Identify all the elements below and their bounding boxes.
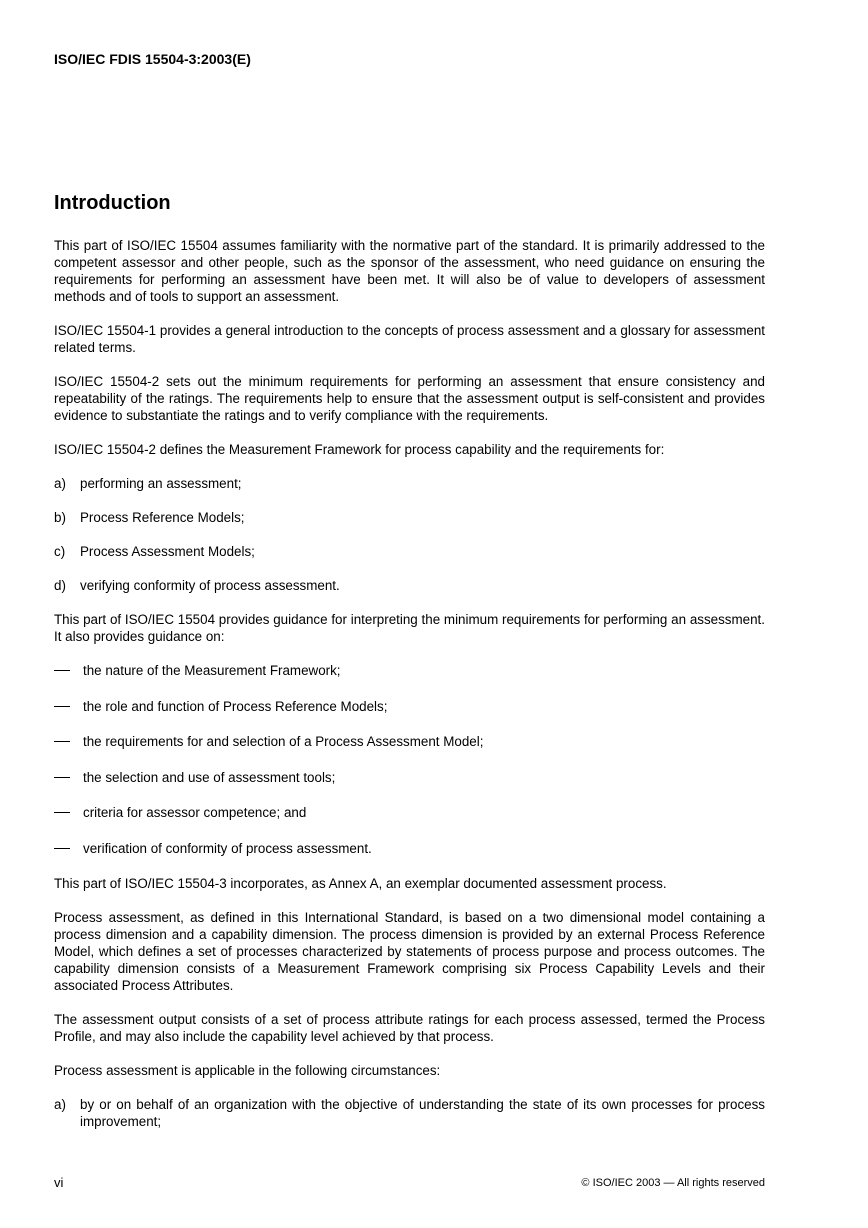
list-item	[54, 577, 765, 594]
paragraph: Process assessment, as defined in this International Standard, is based on a two dimensional model containing a process dimension and a capability dimension. The process dimension is provided by an external Process Reference Model, which defines a set of processes characterized by statements of process purpose and process outcomes. The capability dimension consists of a Measurement Framework comprising six Process Capability Levels and their associated Process Attributes.	[54, 910, 765, 993]
list-item	[54, 1096, 765, 1130]
paragraph: This part of ISO/IEC 15504 provides guidance for interpreting the minimum requirements for performing an assessment. It also provides guidance on:	[54, 612, 765, 644]
list-item-text: Process Reference Models;	[80, 510, 245, 525]
list-marker: a)	[54, 1097, 66, 1112]
list-marker: b)	[54, 510, 66, 525]
paragraph: ISO/IEC 15504-2 defines the Measurement Framework for process capability and the requirements for:	[54, 442, 665, 457]
dash-list-item	[54, 733, 765, 750]
list-item	[54, 475, 765, 492]
list-item-text: the role and function of Process Reference Models;	[83, 698, 388, 714]
dash-icon	[54, 741, 70, 742]
list-item	[54, 509, 765, 526]
dash-list-item	[54, 804, 765, 821]
list-marker: c)	[54, 544, 66, 559]
paragraph: ISO/IEC 15504-1 provides a general introduction to the concepts of process assessment and a glossary for assessment related terms.	[54, 323, 765, 355]
list-item-text: performing an assessment;	[80, 476, 242, 491]
dash-icon	[54, 812, 70, 813]
paragraph: This part of ISO/IEC 15504-3 incorporates, as Annex A, an exemplar documented assessment process.	[54, 876, 667, 891]
list-item-text: verifying conformity of process assessment.	[80, 578, 340, 593]
list-item-text: verification of conformity of process assessment.	[83, 840, 372, 856]
document-body	[54, 237, 765, 1147]
copyright-notice: © ISO/IEC 2003 — All rights reserved	[581, 1177, 765, 1189]
list-marker: d)	[54, 578, 66, 593]
section-title: Introduction	[54, 192, 171, 214]
dash-list-item	[54, 698, 765, 715]
document-header: ISO/IEC FDIS 15504-3:2003(E)	[54, 51, 251, 67]
dash-list-item	[54, 662, 765, 679]
list-item-text: the requirements for and selection of a Process Assessment Model;	[83, 734, 484, 749]
list-item-text: criteria for assessor competence; and	[83, 805, 307, 820]
list-item-text: Process Assessment Models;	[80, 544, 255, 559]
page-number: vi	[54, 1175, 64, 1190]
dash-icon	[54, 670, 70, 671]
paragraph: ISO/IEC 15504-2 sets out the minimum requirements for performing an assessment that ensure consistency and repeatability of the ratings. The requirements help to ensure that the assessment output is self-consistent and provides evidence to substantiate the ratings and to verify compliance with the requirements.	[54, 374, 765, 423]
list-item-text: by or on behalf of an organization with the objective of understanding the state of its own processes for process improvement;	[80, 1097, 765, 1129]
list-marker: a)	[54, 476, 66, 491]
paragraph: This part of ISO/IEC 15504 assumes familiarity with the normative part of the standard. It is primarily addressed to the competent assessor and other people, such as the sponsor of the assessment, who need guidance on ensuring the requirements for performing an assessment have been met. It will also be of value to developers of assessment methods and of tools to support an assessment.	[54, 238, 765, 304]
dash-icon	[54, 706, 70, 707]
dash-list-item	[54, 840, 765, 857]
list-item	[54, 543, 765, 560]
dash-list-item	[54, 769, 765, 786]
paragraph: Process assessment is applicable in the following circumstances:	[54, 1063, 441, 1078]
dash-icon	[54, 848, 70, 849]
paragraph: The assessment output consists of a set of process attribute ratings for each process assessed, termed the Process Profile, and may also include the capability level achieved by that process.	[54, 1012, 765, 1044]
list-item-text: the nature of the Measurement Framework;	[83, 663, 341, 678]
dash-icon	[54, 777, 70, 778]
list-item-text: the selection and use of assessment tools;	[83, 769, 336, 785]
